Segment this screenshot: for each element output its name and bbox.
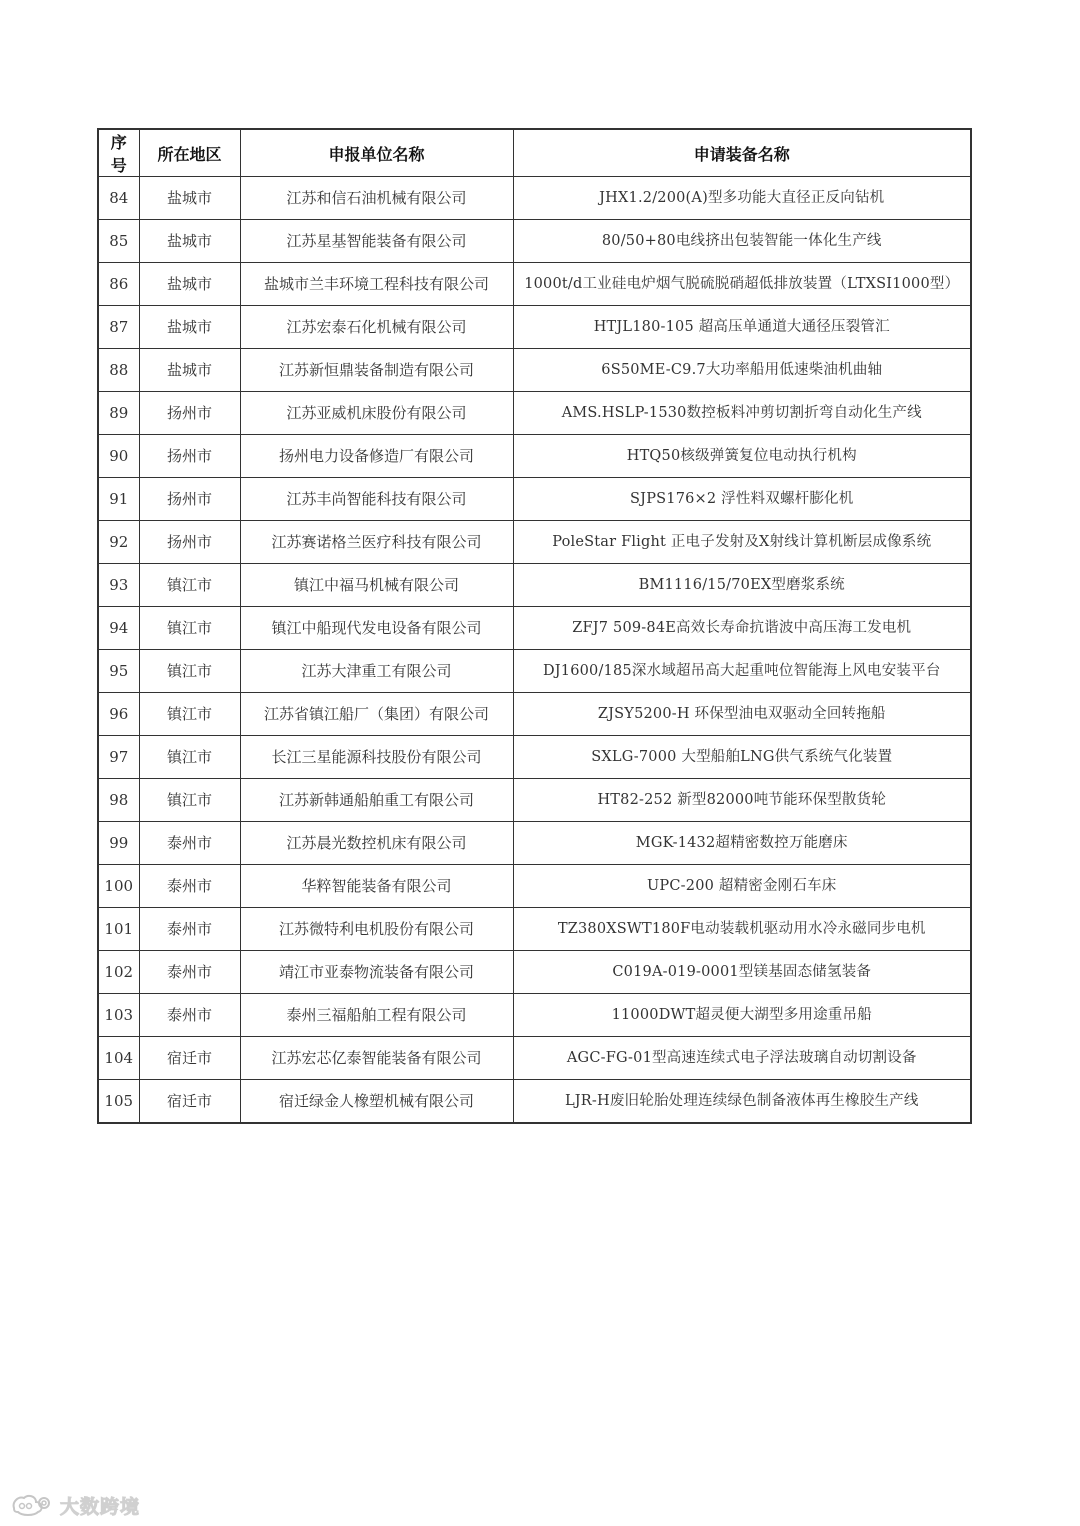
cell-index: 87 [98,306,139,349]
cell-index: 93 [98,564,139,607]
cell-region: 镇江市 [139,693,240,736]
cell-equipment: ZFJ7 509-84E高效长寿命抗谐波中高压海工发电机 [513,607,971,650]
table-header [98,129,971,177]
cell-region: 扬州市 [139,478,240,521]
cell-company: 江苏微特利电机股份有限公司 [240,908,513,951]
cell-region: 宿迁市 [139,1037,240,1080]
cell-region: 泰州市 [139,822,240,865]
cell-equipment: DJ1600/185深水域超吊高大起重吨位智能海上风电安装平台 [513,650,971,693]
table-row [98,951,971,994]
cell-equipment: JHX1.2/200(A)型多功能大直径正反向钻机 [513,177,971,220]
cell-company: 华粹智能装备有限公司 [240,865,513,908]
table-row [98,650,971,693]
cell-company: 江苏新韩通船舶重工有限公司 [240,779,513,822]
table-row [98,994,971,1037]
table-row [98,865,971,908]
cell-index: 92 [98,521,139,564]
cell-company: 宿迁绿金人橡塑机械有限公司 [240,1080,513,1124]
cell-equipment: 80/50+80电线挤出包装智能一体化生产线 [513,220,971,263]
table-row [98,693,971,736]
cell-equipment: 11000DWT超灵便大湖型多用途重吊船 [513,994,971,1037]
cell-region: 盐城市 [139,220,240,263]
cell-region: 泰州市 [139,908,240,951]
cell-equipment: AMS.HSLP-1530数控板料冲剪切割折弯自动化生产线 [513,392,971,435]
cell-company: 江苏赛诺格兰医疗科技有限公司 [240,521,513,564]
table-row [98,908,971,951]
cell-equipment: 6S50ME-C9.7大功率船用低速柴油机曲轴 [513,349,971,392]
table-row [98,822,971,865]
cell-equipment: HT82-252 新型82000吨节能环保型散货轮 [513,779,971,822]
cell-company: 靖江市亚泰物流装备有限公司 [240,951,513,994]
cell-company: 扬州电力设备修造厂有限公司 [240,435,513,478]
cell-index: 88 [98,349,139,392]
cell-region: 盐城市 [139,263,240,306]
cell-index: 85 [98,220,139,263]
cell-company: 江苏星基智能装备有限公司 [240,220,513,263]
cell-equipment: UPC-200 超精密金刚石车床 [513,865,971,908]
table-body [98,177,971,1124]
cell-company: 江苏新恒鼎装备制造有限公司 [240,349,513,392]
cell-equipment: 1000t/d工业硅电炉烟气脱硫脱硝超低排放装置（LTXSI1000型） [513,263,971,306]
cell-equipment: BM1116/15/70EX型磨浆系统 [513,564,971,607]
cell-company: 江苏省镇江船厂（集团）有限公司 [240,693,513,736]
cell-equipment: SXLG-7000 大型船舶LNG供气系统气化装置 [513,736,971,779]
cell-index: 102 [98,951,139,994]
cell-region: 盐城市 [139,349,240,392]
watermark [10,1492,140,1519]
cell-region: 镇江市 [139,564,240,607]
cell-region: 盐城市 [139,177,240,220]
cell-company: 镇江中船现代发电设备有限公司 [240,607,513,650]
header-index: 序号 [98,129,139,177]
cell-index: 91 [98,478,139,521]
cell-region: 镇江市 [139,607,240,650]
table-row [98,1037,971,1080]
table-row [98,349,971,392]
cell-region: 扬州市 [139,392,240,435]
cell-equipment: HTQ50核级弹簧复位电动执行机构 [513,435,971,478]
cell-region: 泰州市 [139,994,240,1037]
table-row [98,306,971,349]
equipment-table [97,128,972,1124]
cell-equipment: HTJL180-105 超高压单通道大通径压裂管汇 [513,306,971,349]
cell-equipment: C019A-019-0001型镁基固态储氢装备 [513,951,971,994]
cell-equipment: TZ380XSWT180F电动装载机驱动用水冷永磁同步电机 [513,908,971,951]
table-row [98,779,971,822]
cell-index: 95 [98,650,139,693]
table-row [98,521,971,564]
cell-equipment: ZJSY5200-H 环保型油电双驱动全回转拖船 [513,693,971,736]
table-row [98,607,971,650]
header-row [98,129,971,177]
cell-index: 84 [98,177,139,220]
table-row [98,220,971,263]
table-row [98,392,971,435]
cell-company: 泰州三福船舶工程有限公司 [240,994,513,1037]
cell-company: 江苏丰尚智能科技有限公司 [240,478,513,521]
cell-index: 86 [98,263,139,306]
cell-region: 泰州市 [139,865,240,908]
cell-index: 101 [98,908,139,951]
cell-company: 江苏大津重工有限公司 [240,650,513,693]
cell-region: 盐城市 [139,306,240,349]
cell-company: 江苏亚威机床股份有限公司 [240,392,513,435]
cell-equipment: PoleStar Flight 正电子发射及X射线计算机断层成像系统 [513,521,971,564]
cell-equipment: LJR-H废旧轮胎处理连续绿色制备液体再生橡胶生产线 [513,1080,971,1124]
cell-index: 94 [98,607,139,650]
table-row [98,478,971,521]
cell-region: 镇江市 [139,650,240,693]
cell-index: 89 [98,392,139,435]
cell-company: 镇江中福马机械有限公司 [240,564,513,607]
cell-index: 104 [98,1037,139,1080]
cell-company: 长江三星能源科技股份有限公司 [240,736,513,779]
header-equipment: 申请装备名称 [513,129,971,177]
table-row [98,564,971,607]
table-row [98,1080,971,1124]
header-company: 申报单位名称 [240,129,513,177]
cell-region: 扬州市 [139,435,240,478]
cell-equipment: AGC-FG-01型高速连续式电子浮法玻璃自动切割设备 [513,1037,971,1080]
table-row [98,736,971,779]
cell-company: 江苏宏泰石化机械有限公司 [240,306,513,349]
cell-company: 江苏和信石油机械有限公司 [240,177,513,220]
cell-region: 泰州市 [139,951,240,994]
cell-index: 97 [98,736,139,779]
cell-company: 盐城市兰丰环境工程科技有限公司 [240,263,513,306]
bubble-logo-icon [10,1494,54,1518]
cell-region: 镇江市 [139,736,240,779]
cell-index: 90 [98,435,139,478]
watermark-text: 大数跨境 [60,1496,141,1518]
cell-equipment: MGK-1432超精密数控万能磨床 [513,822,971,865]
cell-region: 宿迁市 [139,1080,240,1124]
cell-company: 江苏宏芯亿泰智能装备有限公司 [240,1037,513,1080]
table-row [98,435,971,478]
header-region: 所在地区 [139,129,240,177]
cell-index: 105 [98,1080,139,1124]
cell-index: 96 [98,693,139,736]
cell-index: 103 [98,994,139,1037]
table-row [98,177,971,220]
cell-index: 98 [98,779,139,822]
cell-region: 镇江市 [139,779,240,822]
table-row [98,263,971,306]
cell-equipment: SJPS176×2 浮性料双螺杆膨化机 [513,478,971,521]
cell-index: 99 [98,822,139,865]
cell-company: 江苏晨光数控机床有限公司 [240,822,513,865]
cell-index: 100 [98,865,139,908]
cell-region: 扬州市 [139,521,240,564]
